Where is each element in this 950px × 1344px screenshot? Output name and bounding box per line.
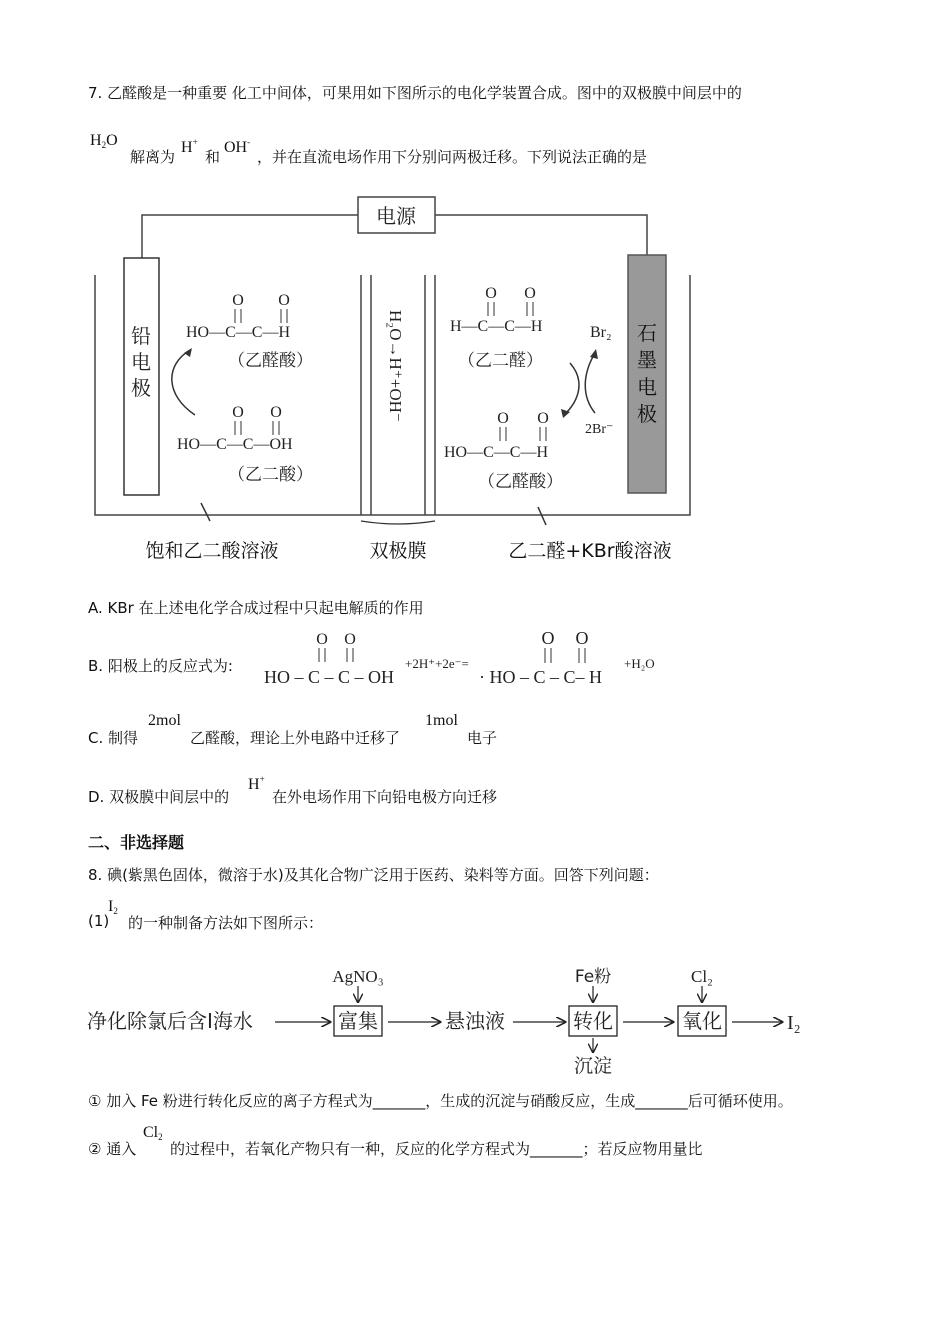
svg-text:HO – C – C – OH: HO – C – C – OH	[264, 667, 395, 687]
q8-question-1: ① 加入 Fe 粉进行转化反应的离子方程式为_______，生成的沉淀与硝酸反应，生成_______后可循环使用。	[88, 1092, 793, 1110]
electrochemistry-diagram	[80, 185, 720, 570]
option-c-n1: 2mol	[148, 712, 181, 729]
option-b-label: B. 阳极上的反应式为:	[88, 657, 233, 675]
left-product-name: （乙醛酸）	[228, 351, 313, 371]
flow-agno3: AgNO₃	[332, 967, 384, 986]
q7-line2-b: ，并在直流电场作用下分别问两极迁移。下列说法正确的是	[257, 148, 648, 166]
svg-text:O: O	[575, 628, 589, 648]
flow-start: 净化除氯后含I海水	[87, 1009, 253, 1033]
left-reactant-name: （乙二酸）	[228, 465, 313, 485]
q7-line1: 7. 乙醛酸是一种重要 化工中间体，可果用如下图所示的电化学装置合成。图中的双极膜中间层中的	[88, 84, 742, 102]
q8-intro: 8. 碘(紫黑色固体，微溶于水)及其化合物广泛用于医药、染料等方面。回答下列问题：	[88, 866, 659, 884]
option-c-b: 乙醛酸，理论上外电路中迁移了	[190, 729, 401, 747]
right-reactant-name: （乙二醛）	[458, 351, 543, 371]
svg-text:H—C—C—H: H—C—C—H	[450, 318, 543, 335]
option-b-mid: +2H⁺+2e⁻=	[405, 656, 469, 671]
flow-fe-powder: Fe粉	[574, 967, 612, 987]
iodine-flow-chart	[85, 960, 825, 1080]
right-product-name: （乙醛酸）	[478, 472, 563, 492]
flow-convert: 转化	[573, 1009, 613, 1033]
right-solution-label: 乙二醛+KBr酸溶液	[508, 540, 672, 562]
option-d-a: D. 双极膜中间层中的	[88, 788, 230, 806]
membrane-label: 双极膜	[369, 540, 427, 562]
option-b-end: +H₂O	[624, 656, 655, 671]
q7-ohminus: OH-	[224, 137, 251, 156]
left-oxalic-acid-structure	[177, 404, 293, 453]
svg-text:HO—C—C—H: HO—C—C—H	[444, 444, 549, 461]
left-solution-label: 饱和乙二酸溶液	[145, 540, 279, 562]
option-c-a: C. 制得	[88, 729, 139, 747]
svg-text:· HO – C – C– H: · HO – C – C– H	[479, 667, 603, 687]
svg-text:O: O	[497, 410, 509, 427]
flow-enrich: 富集	[338, 1009, 378, 1033]
q8-question-2-a: ② 通入	[88, 1140, 137, 1158]
flow-product: I₂	[787, 1012, 801, 1034]
flow-precipitate: 沉淀	[573, 1055, 613, 1077]
option-c-n2: 1mol	[425, 712, 458, 729]
option-a: A. KBr 在上述电化学合成过程中只起电解质的作用	[88, 599, 424, 617]
svg-text:HO—C—C—OH: HO—C—C—OH	[177, 436, 293, 453]
svg-text:O: O	[541, 628, 555, 648]
br-minus-label: 2Br⁻	[585, 422, 614, 437]
q7-line2-a: 解离为	[130, 148, 176, 166]
br2-label: Br₂	[590, 324, 612, 341]
option-d-b: 在外电场作用下向铅电极方向迁移	[272, 788, 498, 806]
svg-text:O: O	[316, 631, 328, 648]
membrane-dissociation-text: H₂O→H⁺+OH⁻	[386, 310, 405, 422]
flow-oxidize: 氧化	[682, 1009, 722, 1033]
q8-sub1-b: 的一种制备方法如下图所示：	[128, 914, 324, 932]
svg-text:O: O	[344, 631, 356, 648]
svg-text:O: O	[524, 285, 536, 302]
option-d-h: H+	[248, 774, 265, 793]
power-source-label: 电源	[376, 204, 416, 228]
svg-text:O: O	[270, 404, 282, 421]
right-glyoxylic-acid-structure	[444, 410, 549, 461]
left-glyoxylic-acid-structure	[186, 292, 290, 341]
svg-text:O: O	[278, 292, 290, 309]
q8-question-2-b: 的过程中，若氧化产物只有一种，反应的化学方程式为_______；若反应物用量比	[170, 1140, 703, 1158]
q8-sub1-a: (1)	[88, 912, 110, 930]
q7-hplus: H+	[181, 137, 198, 156]
q8-sub1-i2: $I_2$	[108, 898, 118, 916]
svg-text:O: O	[485, 285, 497, 302]
svg-text:O: O	[232, 404, 244, 421]
q7-and: 和	[205, 148, 221, 166]
section-heading: 二、非选择题	[88, 833, 185, 852]
svg-text:O: O	[232, 292, 244, 309]
lead-electrode-label: 铅电极	[131, 324, 151, 400]
option-b-equation	[262, 628, 682, 690]
svg-text:HO—C—C—H: HO—C—C—H	[186, 324, 291, 341]
option-c-c: 电子	[467, 729, 498, 747]
flow-cl2: Cl₂	[691, 967, 713, 986]
flow-suspension: 悬浊液	[445, 1009, 505, 1033]
q7-h2o: $H_2O$	[90, 132, 118, 150]
graphite-electrode-label: 石墨电极	[637, 321, 657, 426]
q8-question-2-cl2: $Cl_2$	[143, 1124, 163, 1142]
right-glyoxal-structure	[450, 285, 543, 335]
svg-text:O: O	[537, 410, 549, 427]
